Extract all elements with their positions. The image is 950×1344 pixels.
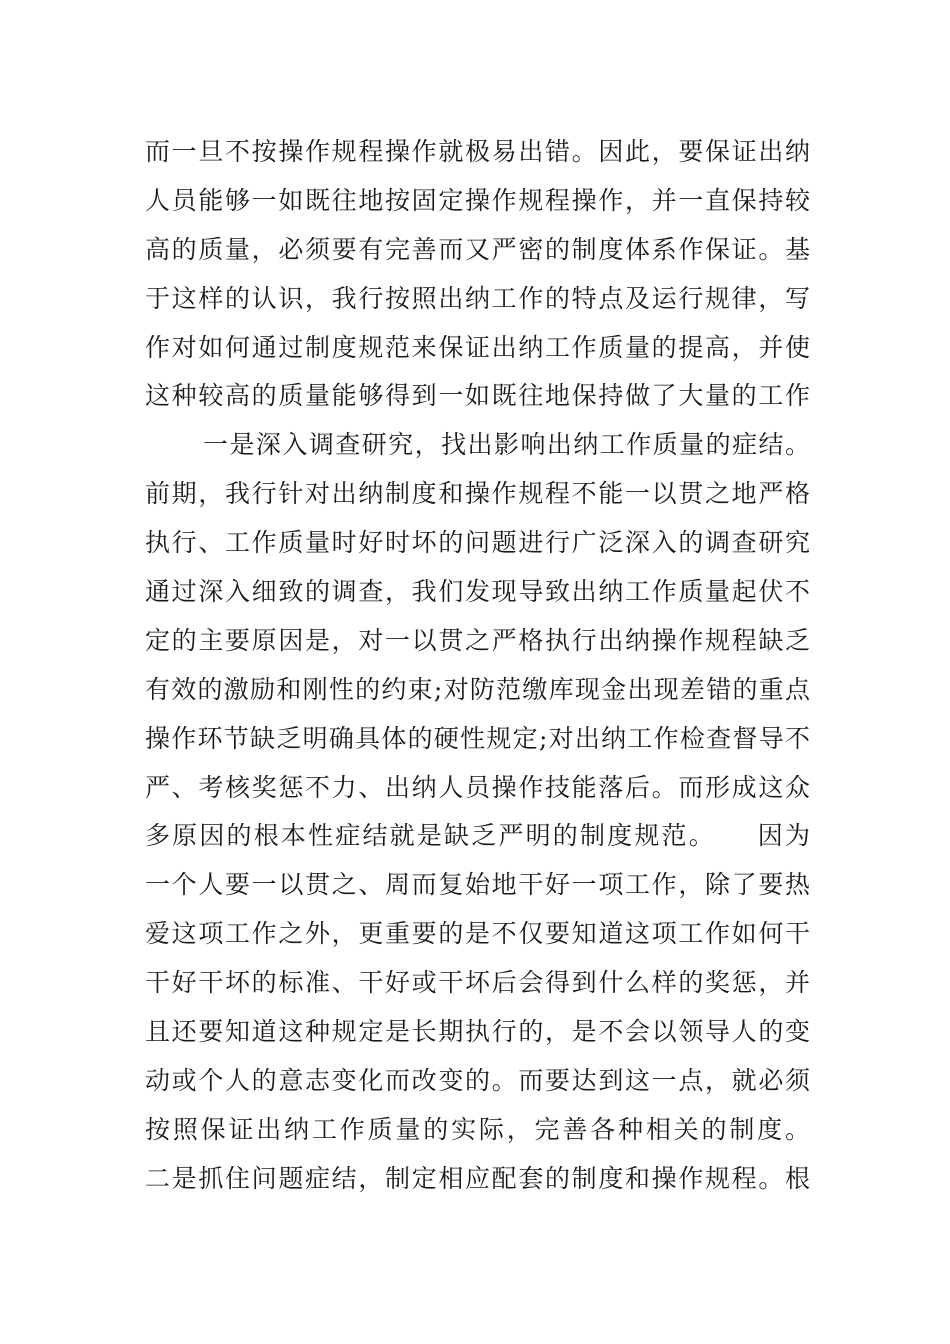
text-line: 而一旦不按操作规程操作就极易出错。因此，要保证出纳: [145, 137, 810, 166]
text-line: 一个人要一以贯之、周而复始地干好一项工作，除了要热: [145, 870, 810, 900]
text-line: 爱这项工作之外，更重要的是不仅要知道这项工作如何干: [145, 919, 810, 949]
text-line: 有效的激励和刚性的约束;对防范缴库现金出现差错的重点: [145, 674, 810, 704]
text-line: 通过深入细致的调查，我们发现导致出纳工作质量起伏不: [145, 577, 810, 607]
text-line: 干好干坏的标准、干好或干坏后会得到什么样的奖惩，并: [145, 968, 810, 998]
text-line: 于这样的认识，我行按照出纳工作的特点及运行规律，写: [145, 283, 810, 313]
paragraph-heading-line: 二是抓住问题症结，制定相应配套的制度和操作规程。根: [145, 1163, 810, 1193]
text-line: 定的主要原因是，对一以贯之严格执行出纳操作规程缺乏: [145, 625, 810, 655]
text-line: 严、考核奖惩不力、出纳人员操作技能落后。而形成这众: [145, 772, 810, 802]
text-line: 且还要知道这种规定是长期执行的，是不会以领导人的变: [145, 1017, 810, 1047]
body-text: [145, 128, 810, 1204]
text-line: 人员能够一如既往地按固定操作规程操作，并一直保持较: [145, 185, 810, 215]
text-line: 按照保证出纳工作质量的实际，完善各种相关的制度。: [145, 1114, 810, 1144]
text-line: 高的质量，必须要有完善而又严密的制度体系作保证。基: [145, 234, 810, 264]
text-line: 前期，我行针对出纳制度和操作规程不能一以贯之地严格: [145, 479, 810, 509]
text-line: 操作环节缺乏明确具体的硬性规定;对出纳工作检查督导不: [145, 723, 810, 753]
paragraph-heading-line: 一是深入调查研究，找出影响出纳工作质量的症结。: [203, 430, 810, 460]
text-line: 执行、工作质量时好时坏的问题进行广泛深入的调查研究: [145, 528, 810, 558]
text-line: 动或个人的意志变化而改变的。而要达到这一点，就必须: [145, 1065, 810, 1095]
text-line: 这种较高的质量能够得到一如既往地保持做了大量的工作: [145, 381, 810, 411]
text-line: 作对如何通过制度规范来保证出纳工作质量的提高，并使: [145, 332, 810, 362]
text-line: 多原因的根本性症结就是缺乏严明的制度规范。 因为: [145, 821, 810, 851]
